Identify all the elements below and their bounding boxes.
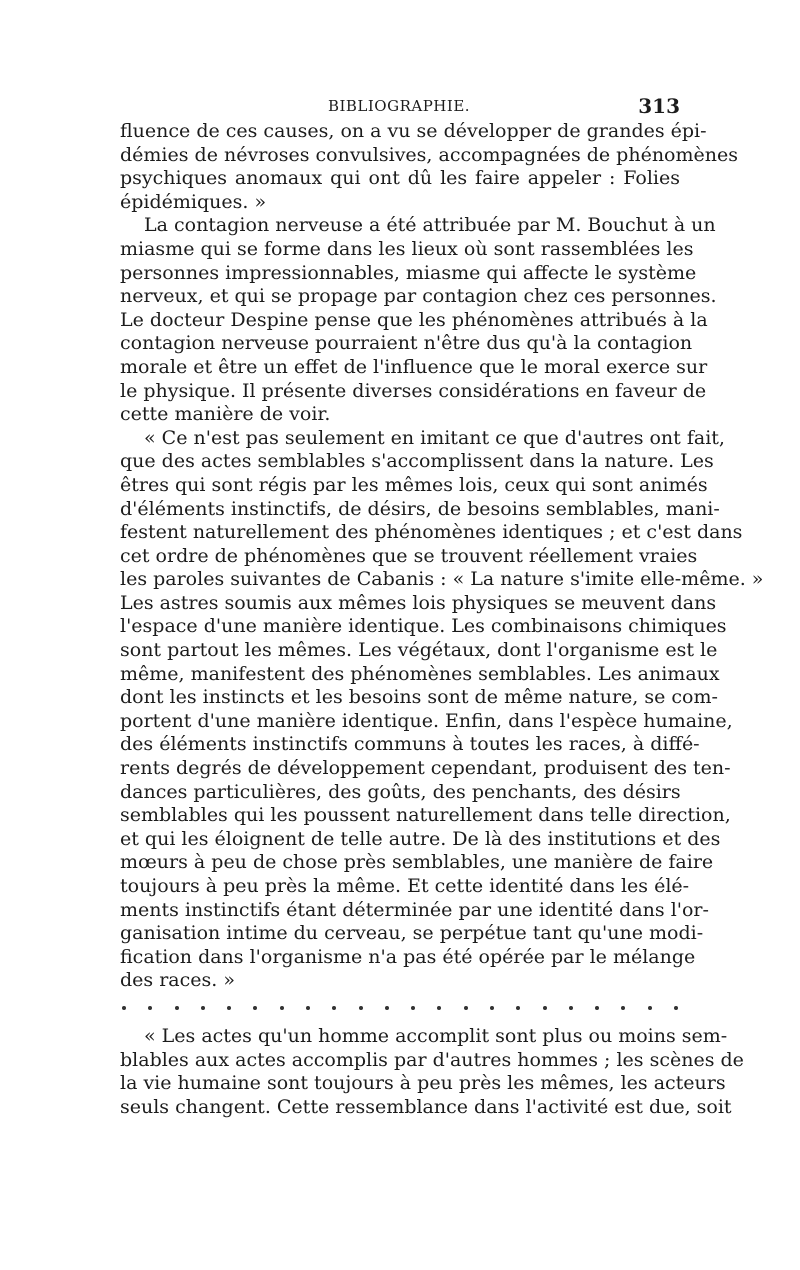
ellipsis-dot <box>148 1006 152 1010</box>
text-line: des races. » <box>120 969 235 992</box>
ellipsis-dot <box>674 1006 678 1010</box>
text-line: semblables qui les poussent naturellement dans telle direction, <box>120 804 731 827</box>
text-line: l'espace d'une manière identique. Les combinaisons chimiques <box>120 615 727 638</box>
text-line: toujours à peu près la même. Et cette identité dans les élé- <box>120 875 690 897</box>
paragraph-3 <box>120 426 764 993</box>
text-line: psychiques anomaux qui ont dû les faire appeler : Folies <box>120 167 680 190</box>
ellipsis-dot <box>201 1006 205 1010</box>
text-line: que des actes semblables s'accomplissent dans la nature. Les <box>120 450 714 473</box>
ellipsis-divider <box>120 995 680 1021</box>
ellipsis-dot <box>227 1006 231 1010</box>
text-line: la vie humaine sont toujours à peu près les mêmes, les acteurs <box>120 1072 726 1095</box>
text-line: même, manifestent des phénomènes semblables. Les animaux <box>120 662 720 685</box>
text-line: « Les actes qu'un homme accomplit sont plus ou moins sem- <box>144 1024 728 1047</box>
text-line: fluence de ces causes, on a vu se développer de grandes épi- <box>120 120 707 142</box>
text-line: La contagion nerveuse a été attribuée par M. Bouchut à un <box>144 214 716 237</box>
text-line: d'éléments instinctifs, de désirs, de besoins semblables, mani- <box>120 497 720 520</box>
text-line: cet ordre de phénomènes que se trouvent réellement vraies <box>120 544 698 567</box>
text-line: Le docteur Despine pense que les phénomènes attribués à la <box>120 308 708 331</box>
ellipsis-dot <box>385 1006 389 1010</box>
ellipsis-dot <box>543 1006 547 1010</box>
text-line: mœurs à peu de chose près semblables, une manière de faire <box>120 851 714 874</box>
body-text <box>120 120 764 1119</box>
running-title: BIBLIOGRAPHIE. <box>327 97 471 115</box>
ellipsis-dot <box>253 1006 257 1010</box>
text-line: des éléments instinctifs communs à toutes les races, à diffé- <box>120 733 700 756</box>
ellipsis-dot <box>332 1006 336 1010</box>
paragraph-2 <box>120 214 717 426</box>
text-line: cette manière de voir. <box>120 403 331 426</box>
text-line: « Ce n'est pas seulement en imitant ce que d'autres ont fait, <box>144 426 725 449</box>
paragraph-4 <box>120 1024 744 1119</box>
ellipsis-dot <box>306 1006 310 1010</box>
text-line: épidémiques. » <box>120 190 267 213</box>
text-line: festent naturellement des phénomènes identiques ; et c'est dans <box>120 521 743 544</box>
text-line: dances particulières, des goûts, des penchants, des désirs <box>120 780 681 803</box>
text-line: nerveux, et qui se propage par contagion chez ces personnes. <box>120 285 717 308</box>
text-line: démies de névroses convulsives, accompagnées de phénomènes <box>120 143 738 166</box>
text-line: dont les instincts et les besoins sont de même nature, se com- <box>120 686 718 709</box>
ellipsis-dot <box>122 1006 126 1010</box>
text-line: blables aux actes accomplis par d'autres hommes ; les scènes de <box>120 1048 744 1071</box>
ellipsis-dot <box>280 1006 284 1010</box>
text-line: portent d'une manière identique. Enfin, dans l'espèce humaine, <box>120 709 733 732</box>
ellipsis-dot <box>359 1006 363 1010</box>
ellipsis-dot <box>464 1006 468 1010</box>
text-line: morale et être un effet de l'influence que le moral exerce sur <box>120 355 708 378</box>
ellipsis-dot <box>411 1006 415 1010</box>
text-line: le physique. Il présente diverses considérations en faveur de <box>120 379 707 402</box>
text-line: Les astres soumis aux mêmes lois physiques se meuvent dans <box>120 591 717 614</box>
text-line: sont partout les mêmes. Les végétaux, dont l'organisme est le <box>120 639 718 662</box>
running-head <box>118 93 680 119</box>
text-line: rents degrés de développement cependant, produisent des ten- <box>120 757 731 780</box>
ellipsis-dot <box>621 1006 625 1010</box>
text-line: seuls changent. Cette ressemblance dans l'activité est due, soit <box>120 1095 732 1118</box>
page-number: 313 <box>638 94 680 118</box>
text-line: miasme qui se forme dans les lieux où sont rassemblées les <box>120 237 694 260</box>
text-line: ganisation intime du cerveau, se perpétue tant qu'une modi- <box>120 922 704 945</box>
ellipsis-dot <box>175 1006 179 1010</box>
text-line: contagion nerveuse pourraient n'être dus qu'à la contagion <box>120 332 693 355</box>
text-line: ments instinctifs étant déterminée par une identité dans l'or- <box>120 898 709 921</box>
text-line: fication dans l'organisme n'a pas été opérée par le mélange <box>120 945 696 968</box>
text-line: les paroles suivantes de Cabanis : « La nature s'imite elle-même. » <box>120 568 764 591</box>
text-line: êtres qui sont régis par les mêmes lois, ceux qui sont animés <box>120 473 708 496</box>
ellipsis-dot <box>569 1006 573 1010</box>
ellipsis-dot <box>595 1006 599 1010</box>
text-line: et qui les éloignent de telle autre. De là des institutions et des <box>120 827 721 850</box>
ellipsis-dot <box>437 1006 441 1010</box>
ellipsis-dot <box>648 1006 652 1010</box>
paragraph-1 <box>120 120 738 214</box>
ellipsis-dot <box>490 1006 494 1010</box>
text-line: personnes impressionnables, miasme qui affecte le système <box>120 261 697 284</box>
ellipsis-dot <box>516 1006 520 1010</box>
